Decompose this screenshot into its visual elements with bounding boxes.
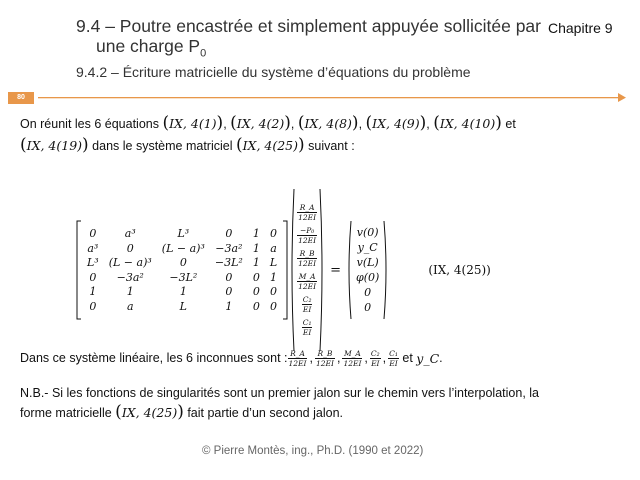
matrix-cell: 0 (179, 256, 187, 270)
header-rule-arrow (618, 93, 626, 102)
intro-line-1 (20, 115, 620, 133)
paren-close: ) (351, 113, 359, 133)
conclusion-fraction (315, 349, 335, 368)
coefficient-matrix (82, 227, 282, 314)
header-rule (38, 97, 618, 98)
system-ref: IX, 4(25) (242, 138, 299, 153)
fraction-denominator: 12EI (298, 213, 317, 222)
rhs-vector (352, 225, 383, 315)
paren-open: ( (433, 113, 440, 133)
conclusion-fraction (388, 349, 399, 368)
fraction-numerator: M_A (344, 349, 361, 358)
equation-ref-4: IX, 4(9) (372, 116, 420, 131)
note-text-a: forme matricielle (20, 406, 116, 420)
matrix-cell: 0 (269, 285, 277, 299)
separator: , (426, 117, 434, 131)
matrix-cell: 0 (89, 270, 97, 284)
matrix-row (82, 241, 282, 256)
matrix-cell: L (269, 256, 278, 270)
rhs-entry: v(0) (356, 226, 379, 239)
matrix-cell: 1 (179, 285, 187, 299)
matrix-row (82, 299, 282, 314)
matrix-cell: 0 (252, 270, 260, 284)
conclusion-text: Dans ce système linéaire, les 6 inconnues sont : (20, 351, 288, 365)
paren-open: ( (365, 113, 373, 133)
matrix-cell: 0 (225, 285, 233, 299)
fraction-denominator: 12EI (298, 259, 317, 268)
fraction-numerator: R_A (297, 203, 317, 213)
conclusion-fraction (370, 349, 381, 368)
vector-right-paren (319, 188, 324, 352)
matrix-cell: −3a² (116, 270, 144, 284)
matrix-cell: (L − a)³ (161, 241, 205, 255)
title-line-2-text: une charge P (96, 36, 201, 56)
matrix-cell: a³ (124, 227, 136, 241)
matrix-cell: 1 (269, 270, 277, 284)
matrix-cell: L³ (177, 227, 190, 241)
comma: , (309, 351, 313, 365)
intro-suivant: suivant : (304, 139, 355, 153)
matrix-equation (76, 188, 491, 352)
note-text-b: fait partie d’un second jalon. (183, 406, 343, 420)
comma: , (382, 351, 387, 365)
fraction-denominator: EI (371, 359, 380, 368)
unknown-fraction (297, 226, 317, 245)
fraction-denominator: EI (389, 359, 398, 368)
matrix-cell: 0 (225, 227, 233, 241)
matrix-row (82, 285, 282, 300)
paren-open: ( (230, 113, 237, 133)
rhs-right-paren (383, 220, 388, 320)
equation-ref-2: IX, 4(2) (236, 116, 285, 131)
matrix-cell: 0 (252, 299, 260, 313)
separator: , (358, 117, 366, 131)
equation-ref-6: IX, 4(19) (26, 138, 83, 153)
rhs-entry: y_C (357, 241, 378, 254)
equation-ref-3: IX, 4(8) (304, 116, 352, 131)
title-subscript: 0 (200, 47, 207, 60)
intro-paragraph (20, 115, 620, 155)
paren-open: ( (297, 113, 305, 133)
fraction-denominator: 12EI (343, 359, 362, 368)
paren-close: ) (419, 113, 427, 133)
fraction-numerator: C₁ (389, 349, 398, 358)
matrix-cell: 0 (225, 270, 233, 284)
fraction-numerator: C₂ (370, 349, 380, 358)
title-line-2 (76, 36, 541, 64)
unknowns-vector (295, 201, 319, 339)
matrix-cell: −3L² (214, 256, 243, 270)
equation-ref-5: IX, 4(10) (439, 116, 496, 131)
equals-sign: = (330, 262, 342, 278)
matrix-cell: 1 (252, 241, 260, 255)
conjunction: et (501, 117, 516, 131)
copyright-footer: © Pierre Montès, ing., Ph.D. (1990 et 2022) (202, 445, 424, 457)
matrix-row (82, 270, 282, 285)
unknown-fraction (302, 318, 313, 337)
unknown-fraction (297, 249, 317, 268)
header-bar-graphic (0, 92, 626, 104)
matrix-cell: 0 (269, 299, 277, 313)
title-line-1: 9.4 – Poutre encastrée et simplement appuyée sollicitée par (76, 16, 541, 36)
fraction-denominator: 12EI (288, 359, 307, 368)
matrix-cell: −3a² (215, 241, 243, 255)
paren-open: ( (162, 113, 170, 133)
conclusion-last-unknown: y_C (416, 351, 440, 366)
note-line-2 (20, 403, 625, 423)
fraction-numerator: C₁ (302, 318, 312, 327)
matrix-cell: 0 (89, 299, 97, 313)
intro-text-b: dans le système matriciel (88, 139, 236, 153)
matrix-cell: a (270, 241, 277, 255)
fraction-numerator: R_B (315, 349, 335, 359)
separator: , (223, 117, 231, 131)
paren-close: ) (495, 113, 502, 133)
fraction-denominator: 12EI (298, 282, 317, 291)
conclusion-fraction (288, 349, 308, 368)
paren-close: ) (82, 135, 89, 155)
right-bracket (282, 220, 288, 320)
fraction-denominator: EI (302, 305, 312, 314)
matrix-cell: (L − a)³ (108, 256, 152, 270)
paren-open: ( (20, 135, 27, 155)
matrix-cell: a³ (87, 241, 99, 255)
matrix-cell: 0 (252, 285, 260, 299)
matrix-cell: 0 (269, 227, 277, 241)
equation-ref-1: IX, 4(1) (169, 116, 217, 131)
slide-subtitle: 9.4.2 – Écriture matricielle du système d’équations du problème (76, 64, 471, 80)
rhs-entry: 0 (364, 286, 372, 299)
rhs-entry: φ(0) (356, 271, 380, 284)
separator: , (290, 117, 298, 131)
matrix-cell: 1 (126, 285, 134, 299)
conclusion-fraction (342, 349, 362, 368)
chapter-label: Chapitre 9 (548, 20, 613, 36)
fraction-numerator: R_A (288, 349, 308, 359)
conclusion-line (20, 349, 620, 368)
matrix-cell: −3L² (169, 270, 198, 284)
matrix-cell: 1 (89, 285, 97, 299)
matrix-cell: L (179, 299, 187, 313)
rhs-entry: v(L) (356, 256, 379, 269)
conclusion-et: et (398, 351, 417, 365)
paren-open: ( (235, 135, 243, 155)
paren-close: ) (284, 113, 291, 133)
fraction-numerator: C₂ (302, 295, 312, 304)
paren-open: ( (115, 402, 122, 422)
matrix-cell: L³ (87, 256, 99, 270)
paren-close: ) (298, 135, 305, 155)
conclusion-period: . (439, 351, 443, 365)
matrix-row (82, 256, 282, 271)
equation-number: (IX, 4(25)) (428, 263, 491, 277)
matrix-cell: 1 (252, 227, 260, 241)
fraction-denominator: EI (302, 328, 312, 337)
note-paragraph (20, 384, 625, 423)
comma: , (336, 351, 341, 365)
conclusion-unknowns (288, 349, 399, 368)
fraction-numerator: M_A (298, 272, 316, 281)
comma: , (364, 351, 368, 365)
fraction-denominator: 12EI (298, 236, 317, 245)
fraction-numerator: R_B (297, 249, 317, 259)
matrix-cell: 0 (126, 241, 134, 255)
unknown-fraction (302, 295, 313, 314)
matrix-row (82, 227, 282, 242)
matrix-cell: 1 (252, 256, 260, 270)
matrix-cell: a (126, 299, 134, 313)
paren-close: ) (216, 113, 224, 133)
intro-line-2 (20, 137, 620, 155)
note-line-1: N.B.- Si les fonctions de singularités sont un premier jalon sur le chemin vers l’interpolation, la (20, 386, 539, 400)
unknown-fraction (297, 272, 317, 291)
matrix-cell: 1 (225, 299, 233, 313)
unknown-fraction (297, 203, 317, 222)
header-bar (0, 92, 626, 104)
page-number: 80 (17, 94, 25, 101)
rhs-entry: 0 (364, 301, 372, 314)
intro-text: On réunit les 6 équations (20, 117, 163, 131)
slide-title (76, 16, 541, 64)
matrix-cell: 0 (89, 227, 97, 241)
paren-close: ) (177, 402, 184, 422)
note-ref: IX, 4(25) (121, 405, 178, 420)
fraction-denominator: 12EI (315, 359, 334, 368)
fraction-numerator: −P₀ (297, 226, 317, 236)
